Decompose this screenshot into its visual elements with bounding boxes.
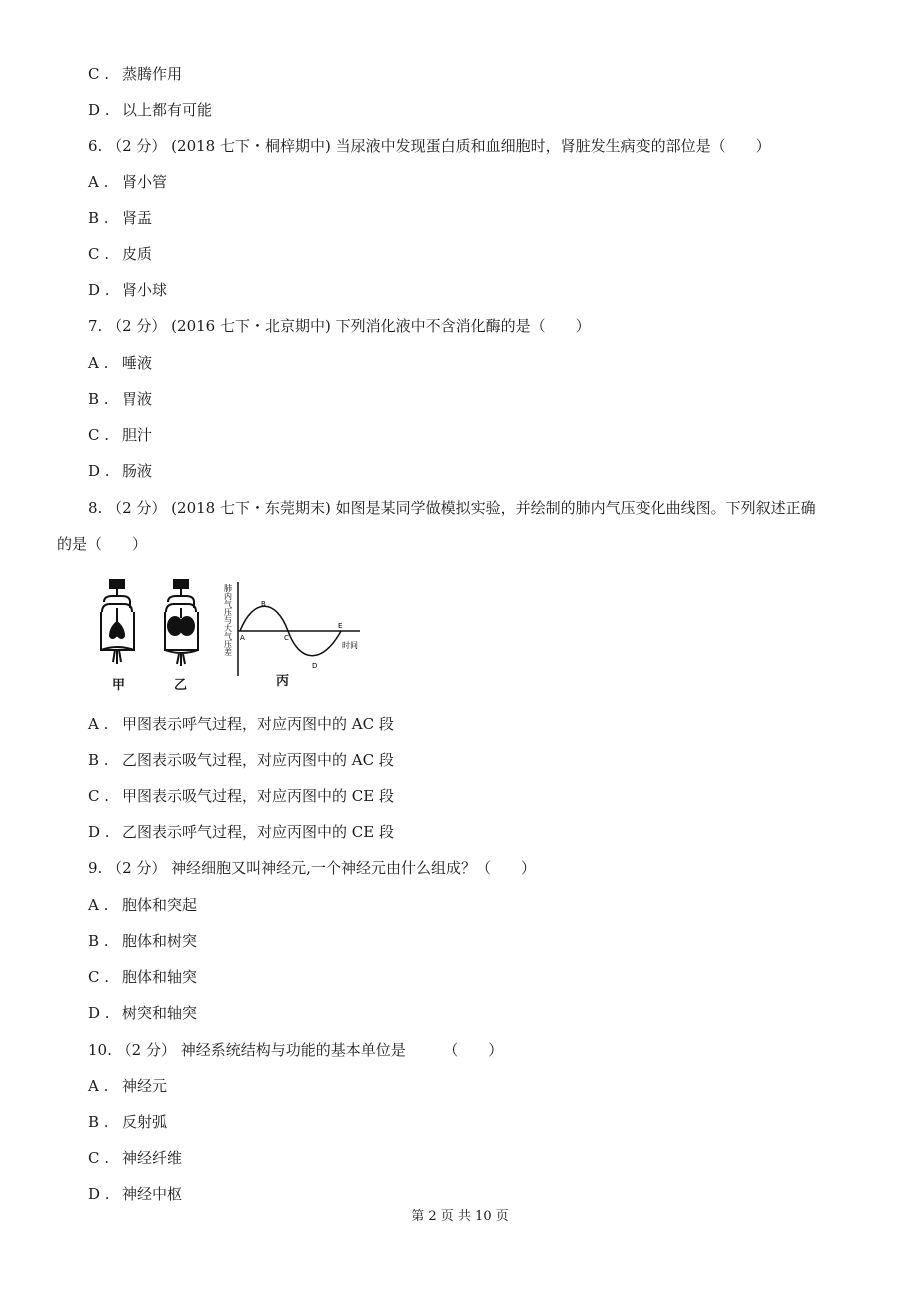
q9-option-d: D . 树突和轴突: [88, 1004, 198, 1022]
q7-option-d: D . 肠液: [88, 462, 153, 480]
q7-option-a: A . 唾液: [88, 354, 153, 372]
q8-stem-continuation: 的是（ ）: [57, 535, 148, 553]
q8-figure: [98, 578, 368, 693]
q7-stem: 7. （2 分） (2016 七下・北京期中) 下列消化液中不含消化酶的是（ ）: [88, 317, 591, 335]
q10-stem: 10. （2 分） 神经系统结构与功能的基本单位是 （ ）: [88, 1041, 504, 1059]
q9-option-a: A . 胞体和突起: [88, 896, 198, 914]
graph-point-d: D: [312, 662, 318, 670]
q8-option-b: B . 乙图表示吸气过程，对应丙图中的 AC 段: [88, 751, 394, 769]
q6-stem: 6. （2 分） (2018 七下・桐梓期中) 当尿液中发现蛋白质和血细胞时，肾脏发生病变的部位是（ ）: [88, 137, 771, 155]
graph-point-e: E: [338, 622, 343, 630]
jar-yi-diagram: [165, 580, 198, 666]
q7-option-c: C . 胆汁: [88, 426, 153, 444]
q5-option-c: C . 蒸腾作用: [88, 65, 183, 83]
q10-option-d: D . 神经中枢: [88, 1185, 183, 1203]
q7-option-b: B . 胃液: [88, 390, 153, 408]
q6-option-d: D . 肾小球: [88, 281, 168, 299]
q10-option-b: B . 反射弧: [88, 1113, 168, 1131]
q8-option-a: A . 甲图表示呼气过程，对应丙图中的 AC 段: [88, 715, 394, 733]
graph-point-c: C: [284, 634, 289, 642]
q8-option-d: D . 乙图表示呼气过程，对应丙图中的 CE 段: [88, 823, 394, 841]
graph-x-axis-label: 时间: [342, 641, 358, 650]
graph-point-a: A: [240, 634, 245, 642]
q9-option-b: B . 胞体和树突: [88, 932, 198, 950]
q6-option-b: B . 肾盂: [88, 209, 153, 227]
label-bing: 丙: [276, 674, 290, 689]
label-yi: 乙: [174, 678, 188, 693]
q9-stem: 9. （2 分） 神经细胞又叫神经元,一个神经元由什么组成？（ ）: [88, 859, 536, 877]
jar-jia-diagram: [101, 580, 134, 664]
q5-option-d: D . 以上都有可能: [88, 101, 213, 119]
q6-option-a: A . 肾小管: [88, 173, 168, 191]
q8-option-c: C . 甲图表示吸气过程，对应丙图中的 CE 段: [88, 787, 394, 805]
label-jia: 甲: [112, 678, 126, 693]
q10-option-a: A . 神经元: [88, 1077, 168, 1095]
q8-stem: 8. （2 分） (2018 七下・东莞期末) 如图是某同学做模拟实验，并绘制的肺内气压变化曲线图。下列叙述正确: [88, 499, 816, 517]
q6-option-c: C . 皮质: [88, 245, 153, 263]
graph-y-axis-label: 肺内气压与大气压差: [223, 584, 233, 656]
lung-model-figure: [98, 578, 368, 693]
page-footer: 第 2 页 共 10 页: [411, 1209, 509, 1224]
q10-option-c: C . 神经纤维: [88, 1149, 183, 1167]
graph-point-b: B: [261, 600, 266, 608]
q9-option-c: C . 胞体和轴突: [88, 968, 198, 986]
